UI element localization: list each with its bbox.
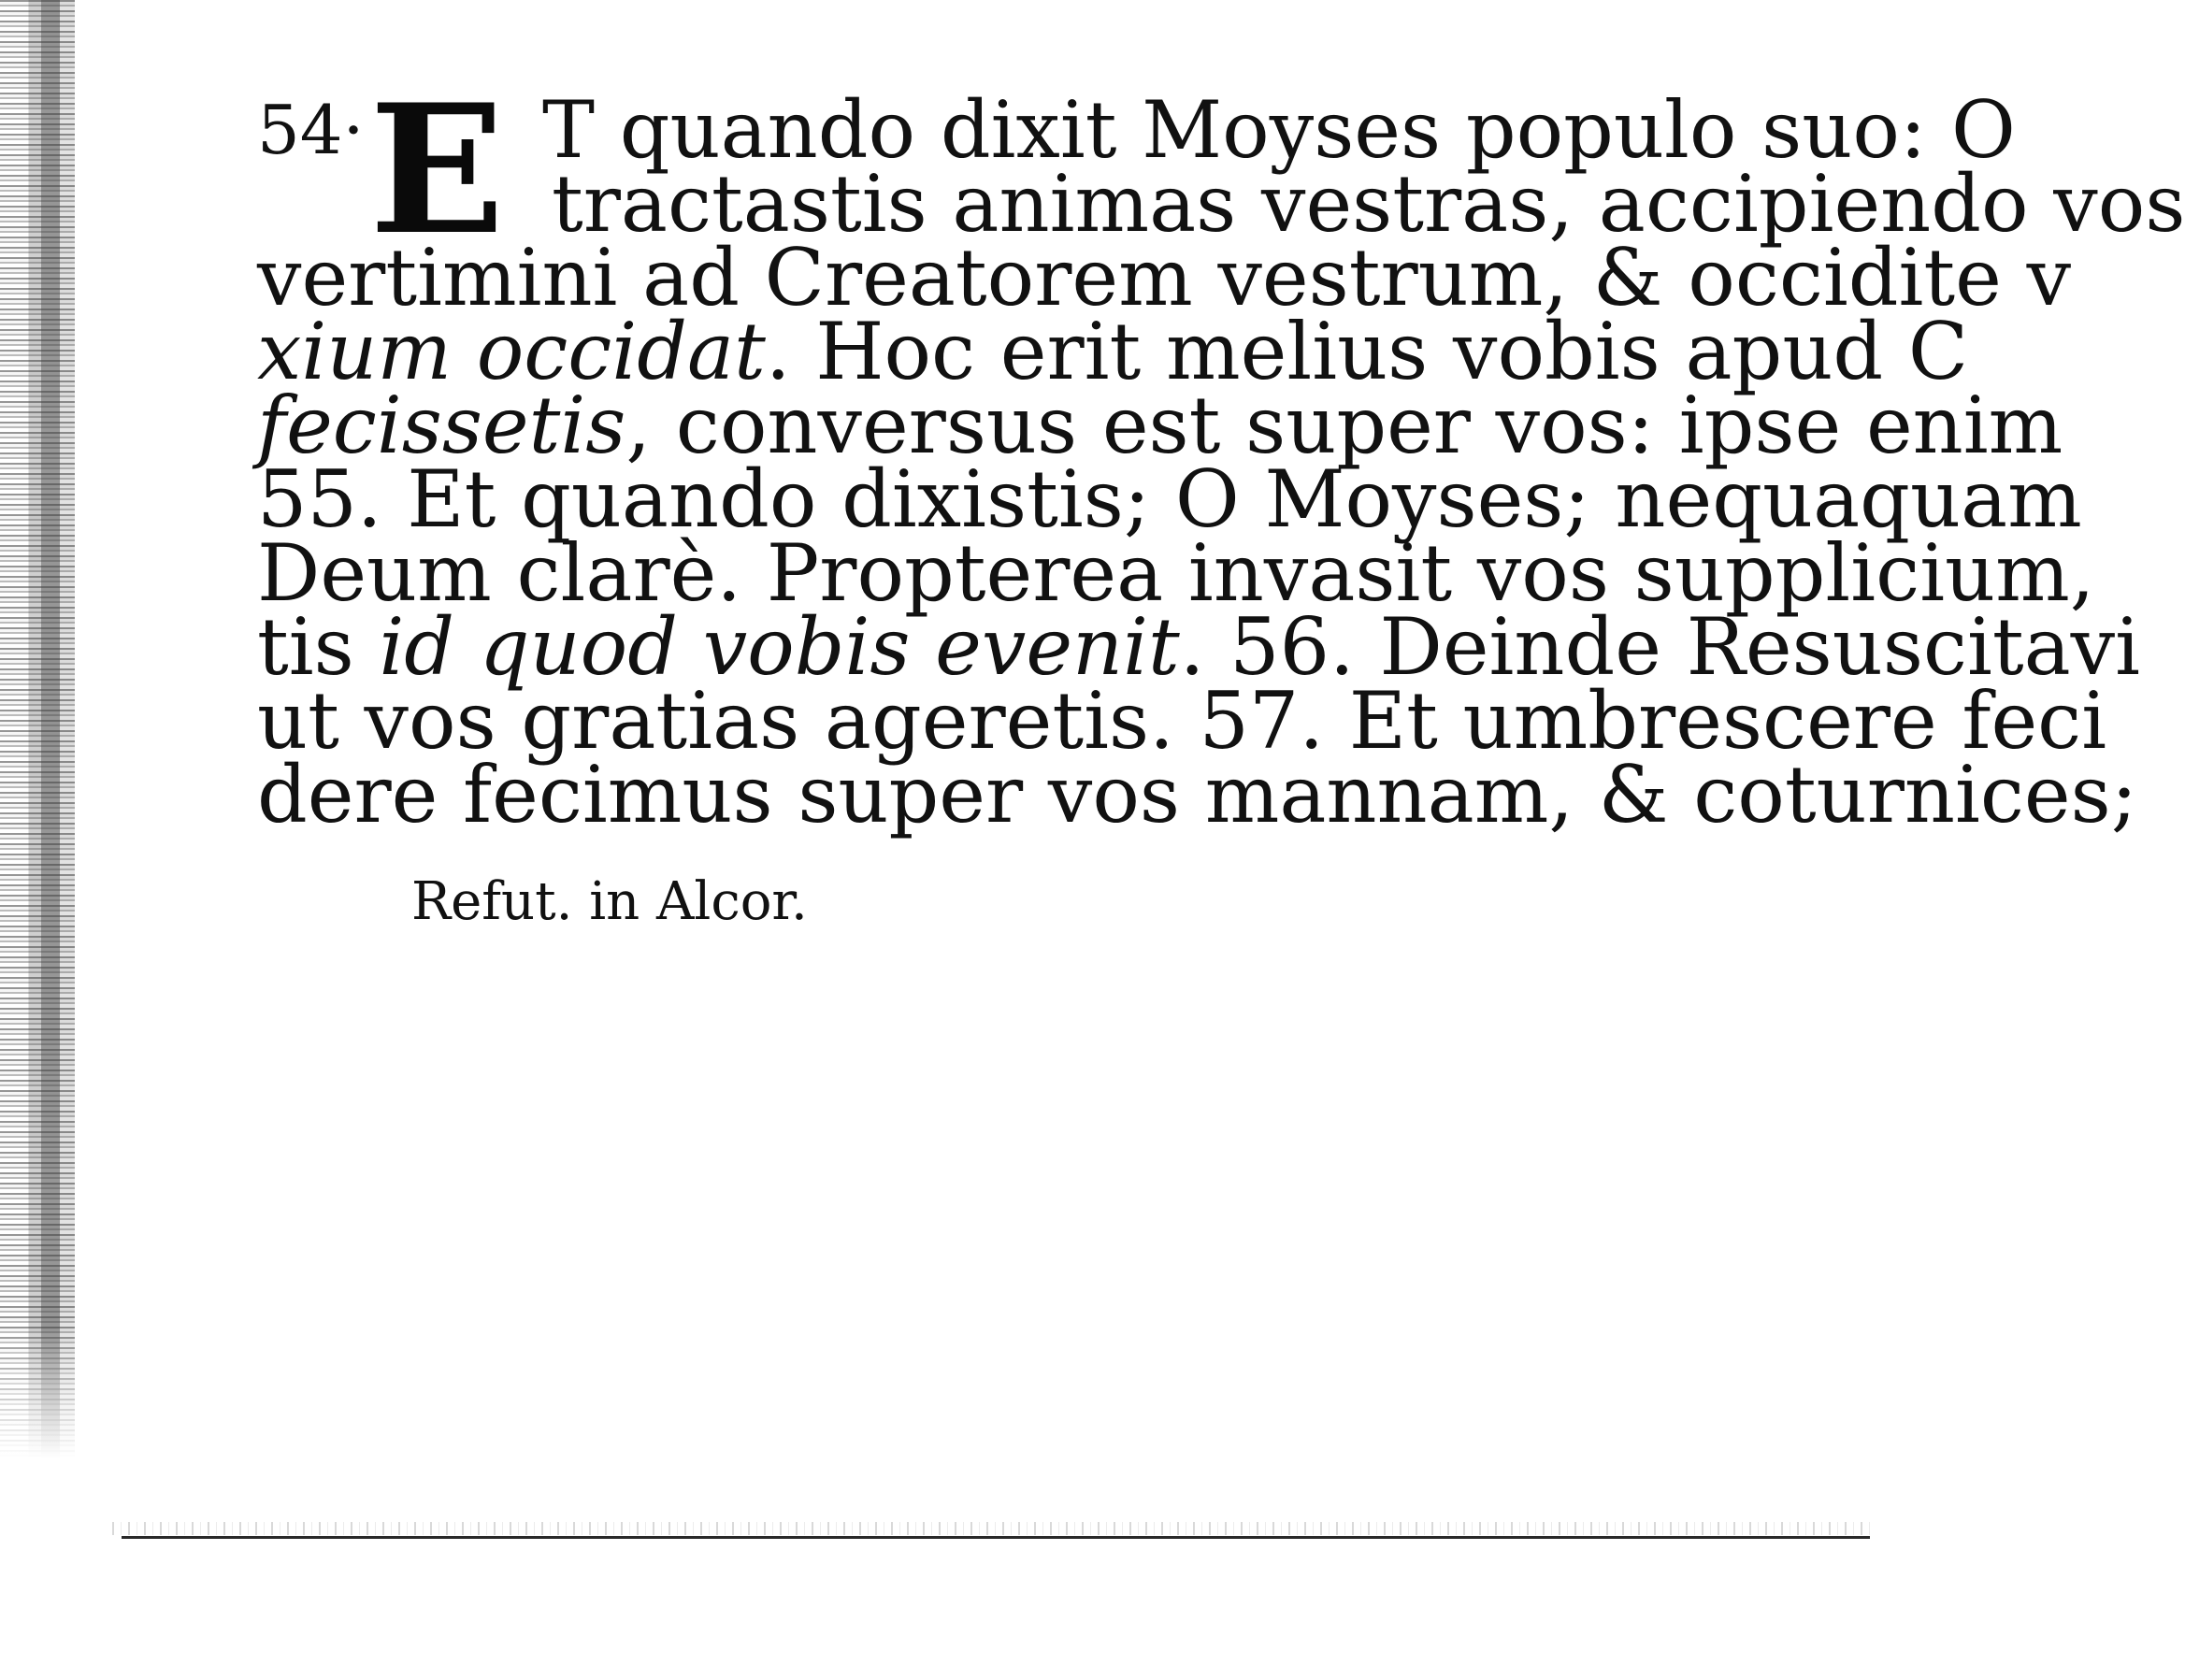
drop-cap: E: [369, 65, 505, 274]
line-4-text: . Hoc erit melius vobis apud C: [765, 306, 1969, 397]
line-8-prefix: tis: [257, 601, 380, 693]
footnote-reference: Refut. in Alcor.: [411, 871, 808, 932]
verse-number: 54·: [257, 91, 365, 169]
line-3-text: vertimini ad Creatorem vestrum, & occidite v: [257, 232, 2072, 323]
text-line-7: [257, 527, 2095, 619]
page-gutter-shadow: [0, 0, 75, 1458]
text-line-4: [257, 306, 1969, 397]
line-9-text: ut vos gratias ageretis. 57. Et umbrescere feci: [257, 675, 2107, 767]
line-8-text: . 56. Deinde Resuscitavi: [1179, 601, 2141, 693]
line-8-italic: id quod vobis evenit: [379, 601, 1180, 693]
text-line-9: [257, 675, 2107, 767]
text-line-6: [257, 453, 2082, 545]
line-5-italic: fecissetis: [257, 380, 626, 471]
line-6-text: 55. Et quando dixistis; O Moyses; nequaquam: [257, 453, 2082, 545]
line-7-text: Deum clarè. Propterea invasit vos supplicium,: [257, 527, 2095, 619]
page-bottom-rule: [122, 1536, 1870, 1539]
rule-speckle: [112, 1522, 1870, 1535]
line-10-text: dere fecimus super vos mannam, & coturnices;: [257, 749, 2137, 840]
text-line-10: [257, 749, 2137, 840]
main-text-block: [257, 65, 2185, 840]
line-5-text: , conversus est super vos: ipse enim: [625, 380, 2063, 471]
text-line-8: [257, 601, 2141, 693]
text-line-5: [257, 380, 2063, 471]
page-gutter-fade: [0, 1328, 75, 1458]
line-4-italic: xium occidat: [257, 306, 766, 397]
text-line-2: tractastis animas vestras, accipiendo vos: [552, 158, 2185, 250]
opening-lines: [257, 65, 2185, 274]
text-line-1: T quando dixit Moyses populo suo: O: [542, 84, 2016, 176]
